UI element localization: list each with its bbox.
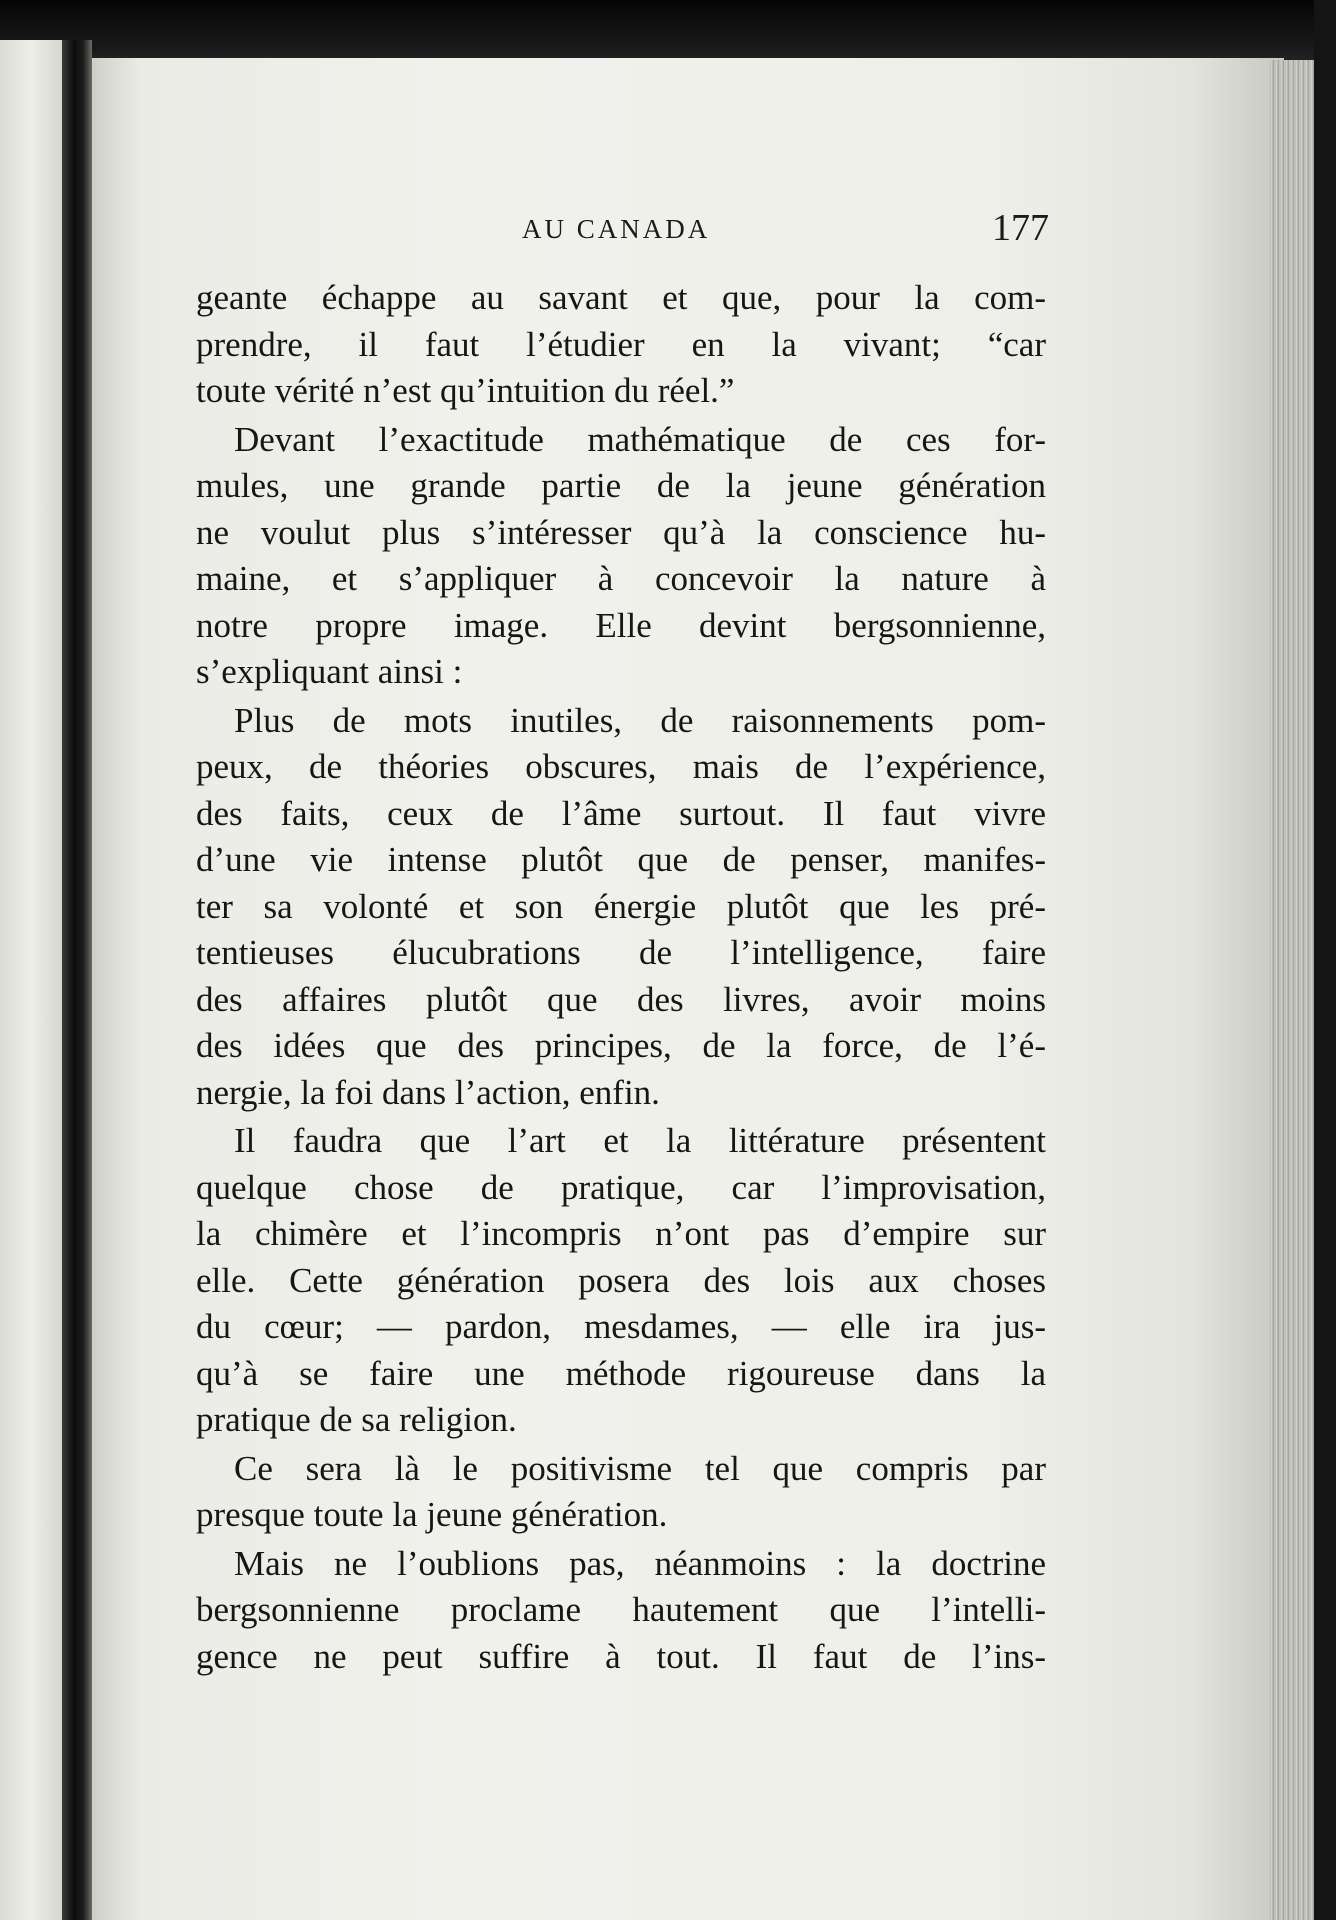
text-line: toute vérité n’est qu’intuition du réel.” bbox=[196, 371, 735, 410]
running-title: AU CANADA bbox=[522, 214, 711, 244]
text-line: Devant l’exactitude mathématique de ces for- bbox=[234, 419, 1046, 459]
text-line: mules, une grande partie de la jeune génération bbox=[196, 466, 1046, 505]
text-line: la chimère et l’incompris n’ont pas d’empire sur bbox=[196, 1214, 1046, 1253]
text-line: notre propre image. Elle devint bergsonnienne, bbox=[196, 605, 1046, 645]
paragraph bbox=[196, 1118, 1046, 1444]
text-line: ter sa volonté et son énergie plutôt que les pré- bbox=[196, 886, 1046, 926]
text-line: d’une vie intense plutôt que de penser, manifes- bbox=[196, 840, 1046, 879]
page-header bbox=[92, 207, 1284, 260]
page-stack-edges bbox=[1270, 60, 1314, 1920]
scanner-right-edge bbox=[1314, 0, 1336, 1920]
text-line: des idées que des principes, de la force, de l’é- bbox=[196, 1026, 1046, 1065]
paragraph bbox=[196, 1446, 1046, 1539]
text-line: Il faudra que l’art et la littérature présentent bbox=[234, 1121, 1046, 1160]
paragraph bbox=[196, 417, 1046, 696]
text-line: ne voulut plus s’intéresser qu’à la conscience hu- bbox=[196, 512, 1046, 552]
text-line: qu’à se faire une méthode rigoureuse dans la bbox=[196, 1353, 1046, 1393]
text-line: des faits, ceux de l’âme surtout. Il faut vivre bbox=[196, 793, 1046, 833]
text-line: peux, de théories obscures, mais de l’expérience, bbox=[196, 747, 1046, 786]
facing-page-edge bbox=[0, 40, 62, 1920]
text-line: gence ne peut suffire à tout. Il faut de l’ins- bbox=[196, 1636, 1046, 1676]
text-line: du cœur; — pardon, mesdames, — elle ira jus- bbox=[196, 1307, 1046, 1346]
paragraph bbox=[196, 1541, 1046, 1681]
body-text bbox=[196, 275, 1046, 1680]
paragraph bbox=[196, 698, 1046, 1117]
page-number: 177 bbox=[992, 207, 1049, 249]
book-gutter bbox=[62, 40, 92, 1920]
text-line: prendre, il faut l’étudier en la vivant; “car bbox=[196, 324, 1046, 364]
text-line: maine, et s’appliquer à concevoir la nature à bbox=[196, 559, 1046, 598]
text-line: nergie, la foi dans l’action, enfin. bbox=[196, 1072, 660, 1112]
text-line: presque toute la jeune génération. bbox=[196, 1495, 668, 1534]
text-line: Mais ne l’oublions pas, néanmoins : la doctrine bbox=[234, 1543, 1046, 1583]
text-line: Ce sera là le positivisme tel que compris par bbox=[234, 1448, 1046, 1488]
text-line: Plus de mots inutiles, de raisonnements pom- bbox=[234, 700, 1046, 740]
text-line: bergsonnienne proclame hautement que l’intelli- bbox=[196, 1590, 1046, 1629]
text-line: tentieuses élucubrations de l’intelligence, faire bbox=[196, 933, 1046, 972]
text-line: quelque chose de pratique, car l’improvisation, bbox=[196, 1167, 1046, 1207]
text-line: des affaires plutôt que des livres, avoir moins bbox=[196, 979, 1046, 1019]
text-line: geante échappe au savant et que, pour la com- bbox=[196, 278, 1046, 317]
paragraph bbox=[196, 275, 1046, 415]
text-line: elle. Cette génération posera des lois aux choses bbox=[196, 1260, 1046, 1300]
text-line: s’expliquant ainsi : bbox=[196, 652, 463, 691]
text-line: pratique de sa religion. bbox=[196, 1400, 517, 1439]
